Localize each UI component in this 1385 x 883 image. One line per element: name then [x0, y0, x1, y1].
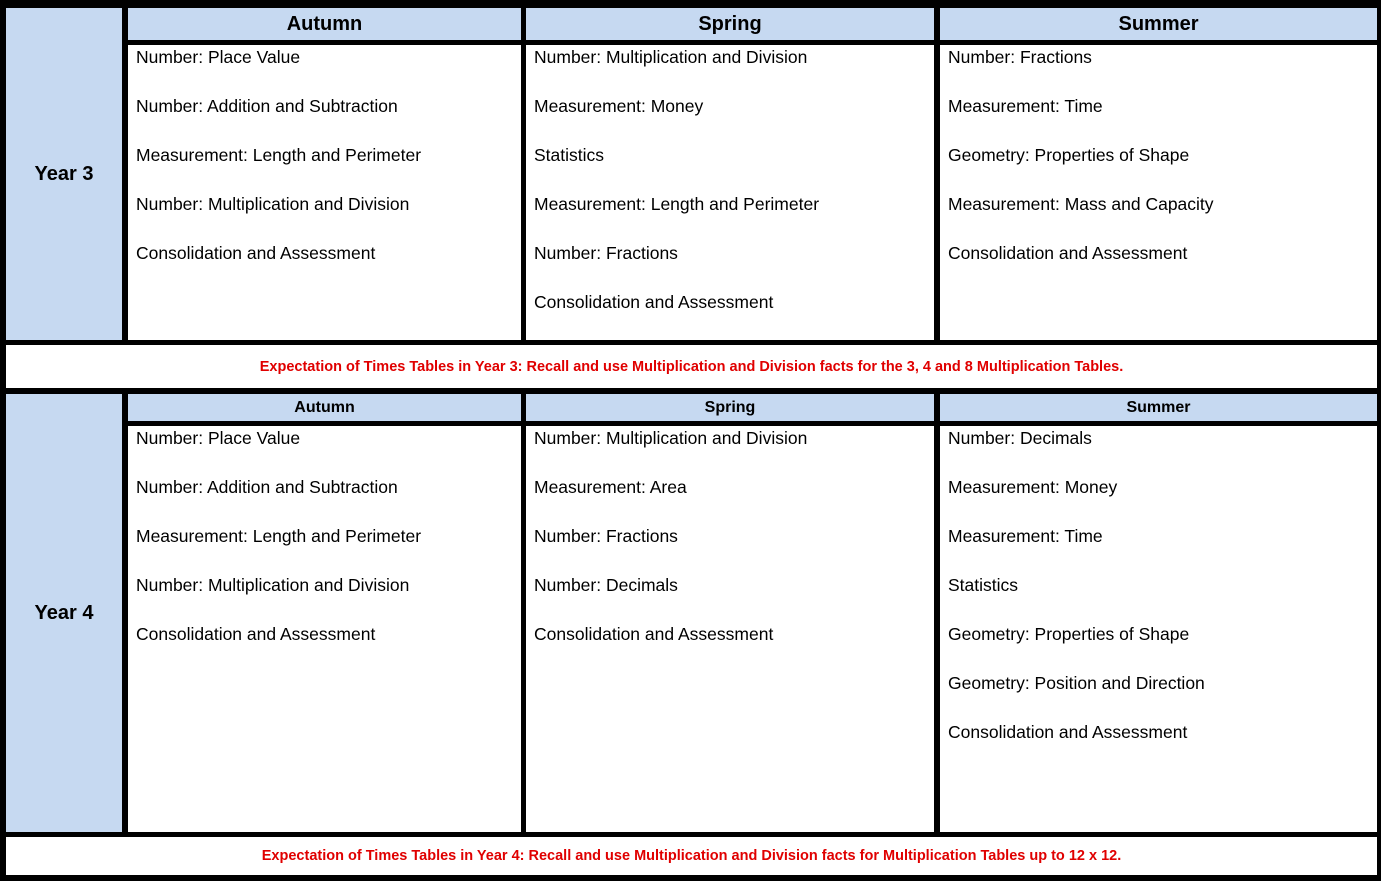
topic: Number: Multiplication and Division	[534, 428, 808, 448]
topic: Number: Multiplication and Division	[534, 47, 808, 67]
topic: Number: Addition and Subtraction	[136, 96, 398, 116]
topic: Measurement: Money	[534, 96, 704, 116]
year-4-autumn-topics	[128, 426, 521, 832]
year-3-summer-header: Summer	[940, 8, 1377, 40]
topic: Measurement: Length and Perimeter	[136, 526, 422, 546]
year-3-summer-topics	[940, 45, 1377, 340]
year-3-autumn-header: Autumn	[128, 8, 521, 40]
year-4-autumn-header: Autumn	[128, 394, 521, 421]
topic: Geometry: Properties of Shape	[948, 145, 1190, 165]
topic: Measurement: Mass and Capacity	[948, 194, 1214, 214]
topic: Number: Place Value	[136, 428, 301, 448]
year-4-spring-header: Spring	[526, 394, 934, 421]
topic: Consolidation and Assessment	[534, 624, 774, 644]
topic: Consolidation and Assessment	[136, 243, 376, 263]
topic: Consolidation and Assessment	[136, 624, 376, 644]
year-3-autumn-topics	[128, 45, 521, 340]
topic: Measurement: Length and Perimeter	[136, 145, 422, 165]
topic: Number: Fractions	[534, 526, 678, 546]
year-3-expectation: Expectation of Times Tables in Year 3: Recall and use Multiplication and Division facts for the 3, 4 and 8 Multiplication Tables.	[6, 345, 1377, 388]
topic: Measurement: Money	[948, 477, 1118, 497]
year-4-spring-topics	[526, 426, 934, 832]
year-4-expectation: Expectation of Times Tables in Year 4: Recall and use Multiplication and Division facts for Multiplication Tables up to 12 x 12.	[6, 837, 1377, 875]
topic: Number: Decimals	[534, 575, 678, 595]
year-3-label: Year 3	[6, 8, 122, 340]
topic: Measurement: Length and Perimeter	[534, 194, 820, 214]
topic: Number: Decimals	[948, 428, 1092, 448]
topic: Geometry: Position and Direction	[948, 673, 1205, 693]
topic: Consolidation and Assessment	[534, 292, 774, 312]
topic: Number: Multiplication and Division	[136, 575, 410, 595]
topic: Number: Fractions	[948, 47, 1092, 67]
topic: Statistics	[534, 145, 605, 165]
year-3-spring-topics	[526, 45, 934, 340]
topic: Statistics	[948, 575, 1019, 595]
year-3-spring-header: Spring	[526, 8, 934, 40]
year-4-summer-topics	[940, 426, 1377, 832]
topic: Measurement: Time	[948, 526, 1103, 546]
year-4-summer-header: Summer	[940, 394, 1377, 421]
topic: Number: Place Value	[136, 47, 301, 67]
topic: Measurement: Time	[948, 96, 1103, 116]
topic: Number: Addition and Subtraction	[136, 477, 398, 497]
topic: Consolidation and Assessment	[948, 722, 1188, 742]
year-4-label: Year 4	[6, 394, 122, 832]
topic: Geometry: Properties of Shape	[948, 624, 1190, 644]
topic: Consolidation and Assessment	[948, 243, 1188, 263]
topic: Number: Multiplication and Division	[136, 194, 410, 214]
topic: Number: Fractions	[534, 243, 678, 263]
topic: Measurement: Area	[534, 477, 687, 497]
